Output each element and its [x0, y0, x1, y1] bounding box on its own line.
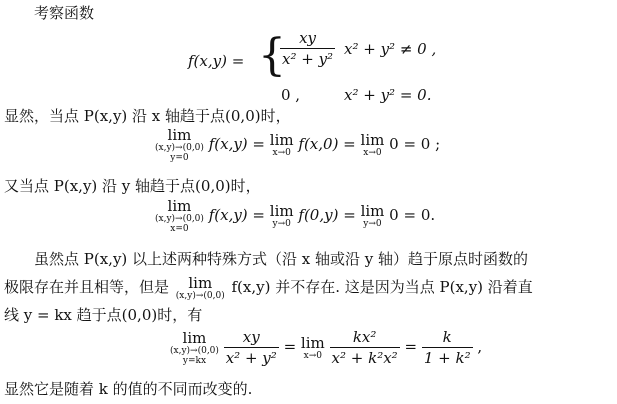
limit-1-expr2: f(x,0) = — [298, 135, 356, 153]
limit-1-lim2: lim — [269, 131, 294, 149]
piecewise-case1-condition: x² + y² ≠ 0 , — [344, 40, 437, 58]
limit-2-sub2: x=0 — [170, 224, 189, 234]
limit-3-eq1: = — [283, 337, 297, 356]
piecewise-case2-value: 0 , — [281, 86, 301, 104]
limit-2-lim2: lim — [269, 202, 294, 220]
limit-1-sub1: (x,y)→(0,0) — [155, 143, 204, 153]
paragraph-1: 显然，当点 P(x,y) 沿 x 轴趋于点(0,0)时， — [4, 107, 291, 125]
paragraph-3-line-2-a: 极限存在并且相等，但是 — [4, 278, 170, 296]
paragraph-3-line-2-b: f(x,y) 并不存在. 这是因为当点 P(x,y) 沿着直 — [231, 278, 533, 296]
limit-2-expr2: f(0,y) = — [298, 206, 356, 224]
limit-2-sub3: y→0 — [272, 219, 291, 229]
limit-1-sub2: y=0 — [170, 153, 189, 163]
limit-3 — [170, 328, 482, 367]
limit-3-sub2: y=kx — [182, 355, 207, 366]
limit-2-sub4: y→0 — [363, 219, 382, 229]
paragraph-2: 又当点 P(x,y) 沿 y 轴趋于点(0,0)时， — [4, 177, 261, 195]
piecewise-lhs: f(x,y) = — [188, 52, 245, 70]
limit-1-sub4: x→0 — [363, 148, 382, 158]
limit-3-f1-numerator: xy — [242, 328, 260, 346]
case1-numerator: xy — [299, 29, 316, 47]
paragraph-3-line-1: 虽然点 P(x,y) 以上述两种特殊方式（沿 x 轴或沿 y 轴）趋于原点时函数的 — [34, 250, 529, 268]
limit-2-sub1: (x,y)→(0,0) — [155, 214, 204, 224]
limit-1-expr1: f(x,y) = — [208, 135, 265, 153]
limit-2-expr3: 0 = 0. — [389, 206, 436, 224]
paragraph-3-lim-sub: (x,y)→(0,0) — [175, 291, 225, 301]
paragraph-3-line-2 — [4, 275, 533, 301]
piecewise-brace: { — [258, 30, 286, 81]
conclusion: 显然它是随着 k 的值的不同而改变的. — [4, 380, 253, 398]
limit-1-sub3: x→0 — [272, 148, 291, 158]
limit-1-lim3: lim — [360, 131, 385, 149]
limit-2-lim: lim — [167, 197, 192, 215]
limit-1-expr3: 0 = 0 ; — [389, 135, 441, 153]
case1-denominator: x² + y² — [282, 50, 334, 68]
limit-3-f2-denominator: x² + k²x² — [331, 349, 398, 367]
limit-3-sub1: (x,y)→(0,0) — [170, 345, 219, 356]
limit-3-lim: lim — [182, 328, 207, 347]
piecewise-case2-condition: x² + y² = 0. — [344, 86, 432, 104]
limit-3-sub3: x→0 — [303, 350, 322, 361]
limit-3-f3-denominator: 1 + k² — [423, 349, 471, 367]
limit-1-lim: lim — [167, 126, 192, 144]
limit-3-f1-denominator: x² + y² — [225, 349, 277, 367]
paragraph-3-line-3: 线 y = kx 趋于点(0,0)时，有 — [4, 306, 203, 324]
limit-3-f2-numerator: kx² — [352, 328, 377, 346]
limit-3-lim2: lim — [300, 333, 325, 352]
limit-3-eq2: = — [404, 337, 418, 356]
piecewise-case1-fraction — [280, 29, 335, 68]
limit-3-tail: , — [477, 337, 483, 356]
paragraph-3-lim: lim — [188, 274, 213, 292]
limit-2 — [155, 198, 435, 234]
heading: 考察函数 — [34, 4, 95, 22]
limit-1 — [155, 127, 440, 163]
limit-3-f3-numerator: k — [442, 328, 452, 346]
limit-2-expr1: f(x,y) = — [208, 206, 265, 224]
limit-2-lim3: lim — [360, 202, 385, 220]
